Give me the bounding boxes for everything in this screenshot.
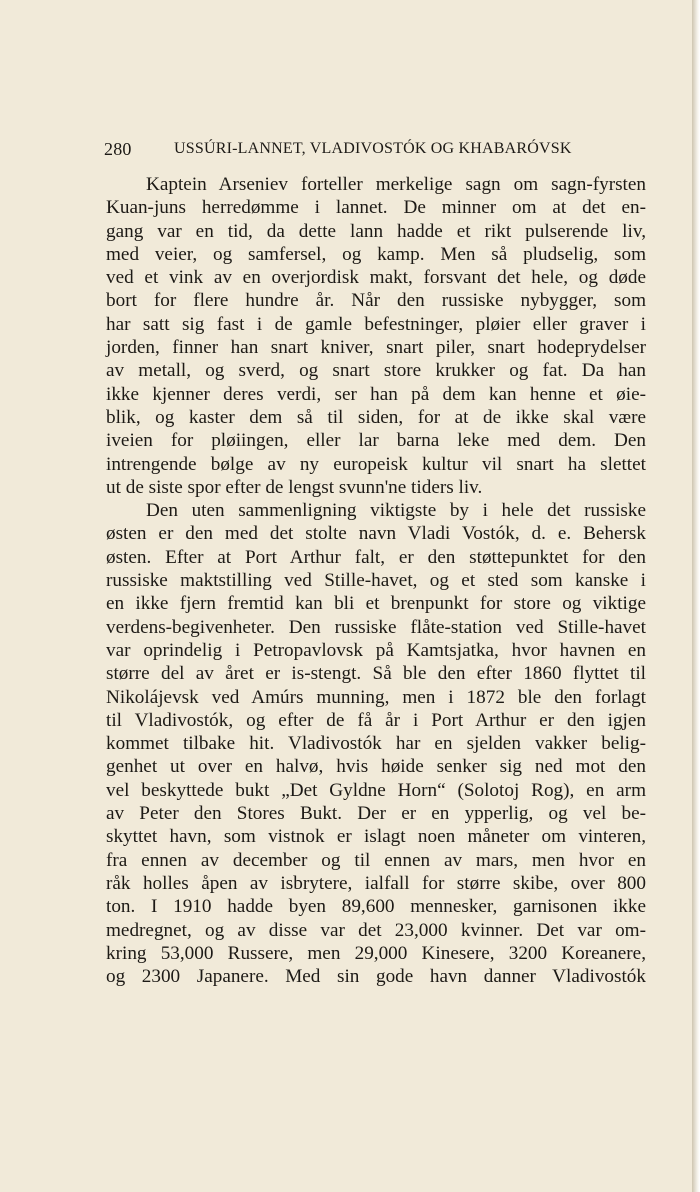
page-edge [692, 0, 700, 1192]
text-line: var oprindelig i Petropavlovsk på Kamtsjatka, hvor havnen en [106, 639, 646, 661]
text-line: skyttet havn, som vistnok er islagt noen måneter om vinteren, [106, 826, 646, 848]
body-text [106, 173, 646, 988]
text-line: blik, og kaster dem så til siden, for at de ikke skal være [106, 406, 646, 428]
text-line: ikke kjenner deres verdi, ser han på dem kan henne et øie- [106, 383, 646, 405]
text-line: intrengende bølge av ny europeisk kultur vil snart ha slettet [106, 453, 646, 475]
text-line: ton. I 1910 hadde byen 89,600 mennesker, garnisonen ikke [106, 896, 646, 918]
text-line: Kaptein Arseniev forteller merkelige sagn om sagn-fyrsten [146, 174, 646, 195]
text-line: Den uten sammenligning viktigste by i hele det russiske [146, 500, 646, 522]
text-line: av metall, og sverd, og snart store krukker og fat. Da han [106, 360, 646, 382]
page-number: 280 [104, 139, 132, 159]
text-line: en ikke fjern fremtid kan bli et brenpunkt for store og viktige [106, 593, 646, 615]
text-line: større del av året er is-stengt. Så ble den efter 1860 flyttet til [106, 663, 646, 685]
text-line: ut de siste spor efter de lengst svunn'ne tiders liv. [106, 476, 483, 498]
text-line: ved et vink av en overjordisk makt, forsvant det hele, og døde [106, 267, 646, 289]
text-line: kring 53,000 Russere, men 29,000 Kinesere, 3200 Koreanere, [106, 942, 646, 964]
text-line: jorden, finner han snart kniver, snart piler, snart hodeprydelser [106, 337, 646, 359]
text-line: vel beskyttede bukt „Det Gyldne Horn“ (Solotoj Rog), en arm [106, 779, 646, 801]
text-line: til Vladivostók, og efter de få år i Port Arthur er den igjen [106, 709, 646, 731]
text-line: genhet ut over en halvø, hvis høide senker sig ned mot den [106, 756, 646, 778]
text-line: av Peter den Stores Bukt. Der er en ypperlig, og vel be- [106, 803, 646, 825]
text-line: og 2300 Japanere. Med sin gode havn danner Vladivostók [106, 966, 646, 988]
running-header [104, 139, 624, 161]
text-line: østen. Efter at Port Arthur falt, er den støttepunktet for den [106, 546, 646, 568]
text-line: råk holles åpen av isbrytere, ialfall for større skibe, over 800 [106, 872, 646, 894]
text-line: verdens-begivenheter. Den russiske flåte-station ved Stille-havet [106, 616, 646, 638]
text-line: med veier, og samfersel, og kamp. Men så pludselig, som [106, 243, 646, 265]
text-line: bort for flere hundre år. Når den russiske nybygger, som [106, 290, 646, 312]
text-line: medregnet, og av disse var det 23,000 kvinner. Det var om- [106, 919, 646, 941]
text-line: Kuan-juns herredømme i lannet. De minner om at det en- [106, 197, 646, 219]
text-line: har satt sig fast i de gamle befestninger, pløier eller graver i [106, 313, 646, 335]
running-title: USSÚRI-LANNET, VLADIVOSTÓK OG KHABARÓVSK [174, 140, 572, 157]
text-line: fra ennen av december og til ennen av mars, men hvor en [106, 849, 646, 871]
text-line: Nikolájevsk ved Amúrs munning, men i 1872 ble den forlagt [106, 686, 646, 708]
text-line: kommet tilbake hit. Vladivostók har en sjelden vakker belig- [106, 733, 646, 755]
text-line: østen er den med det stolte navn Vladi Vostók, d. e. Behersk [106, 523, 646, 545]
text-line: gang var en tid, da dette lann hadde et rikt pulserende liv, [106, 220, 646, 242]
text-line: russiske maktstilling ved Stille-havet, og et sted som kanske i [106, 570, 646, 592]
text-line: iveien for pløiingen, eller lar barna leke med dem. Den [106, 430, 646, 452]
